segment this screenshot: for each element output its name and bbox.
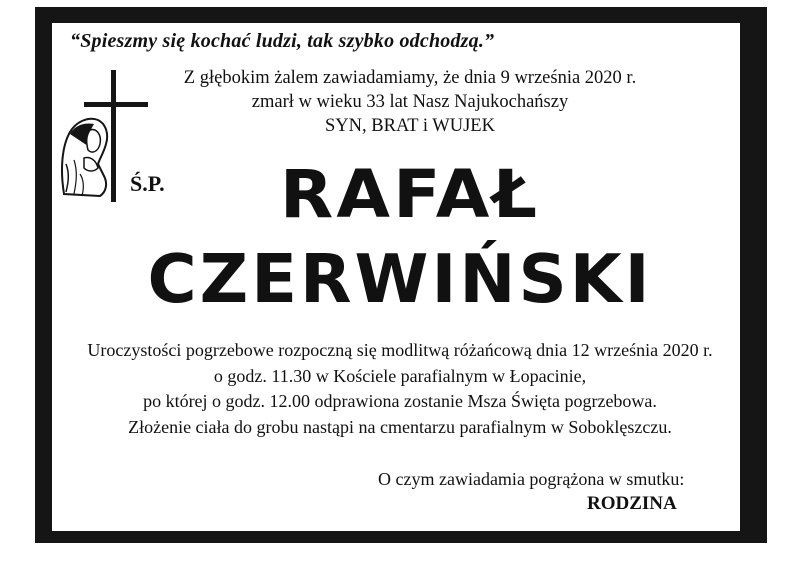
family-signature: RODZINA <box>587 493 677 514</box>
ceremony-line: po której o godz. 12.00 odprawiona zostanie Msza Święta pogrzebowa. <box>143 391 657 411</box>
ceremony-line: Złożenie ciała do grobu nastąpi na cmentarzu parafialnym w Soboklęszczu. <box>128 416 672 437</box>
ceremony-line: o godz. 11.30 w Kościele parafialnym w Łopacinie, <box>213 365 587 386</box>
intro-line: Z głębokim żalem zawiadamiamy, że dnia 9 września 2020 r. <box>183 68 637 88</box>
deceased-last-name: CZERWIŃSKI <box>147 240 653 318</box>
intro-line: SYN, BRAT i WUJEK <box>325 116 495 136</box>
motto-quote: “Spieszmy się kochać ludzi, tak szybko odchodzą.” <box>70 30 495 52</box>
deceased-first-name: RAFAŁ <box>279 156 541 233</box>
ceremony-details <box>60 338 740 440</box>
sp-prefix: Ś.P. <box>130 171 165 196</box>
intro-line: zmarł w wieku 33 lat Nasz Najukochańszy <box>251 92 569 112</box>
ceremony-line: Uroczystości pogrzebowe rozpoczną się modlitwą różańcową dnia 12 września 2020 r. <box>87 340 713 360</box>
printer-name: DRUK: Z.U.P. "HADES" <box>56 544 211 559</box>
signoff-text: O czym zawiadamia pogrążona w smutku: <box>378 469 685 489</box>
printer-credit <box>56 543 486 561</box>
intro-text <box>150 66 670 138</box>
printer-contact: R.Żurawski tel. 023 672 14 88, 662 198 820 <box>224 544 486 559</box>
